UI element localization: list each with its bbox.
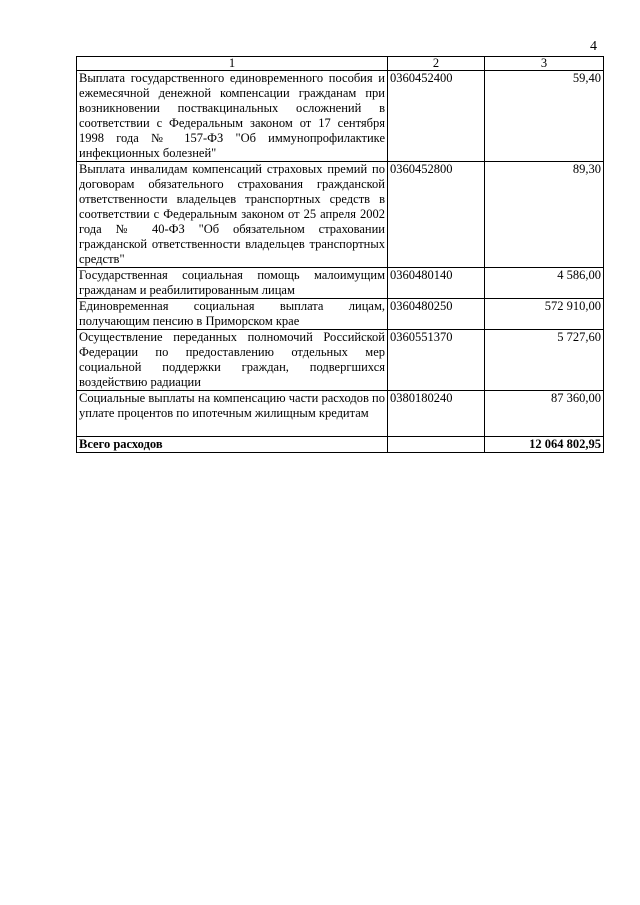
row-code: 0360452400	[388, 71, 485, 162]
row-description: Государственная социальная помощь малоимущим гражданам и реабилитированным лицам	[77, 268, 388, 299]
row-description: Социальные выплаты на компенсацию части расходов по уплате процентов по ипотечным жилищным кредитам	[77, 391, 388, 437]
row-amount: 89,30	[485, 162, 604, 268]
total-amount: 12 064 802,95	[485, 437, 604, 453]
row-amount: 87 360,00	[485, 391, 604, 437]
row-code: 0360551370	[388, 330, 485, 391]
table-row	[77, 71, 604, 162]
column-header: 2	[388, 57, 485, 71]
total-row	[77, 437, 604, 453]
row-code: 0360480140	[388, 268, 485, 299]
table-header-row	[77, 57, 604, 71]
row-code: 0360452800	[388, 162, 485, 268]
row-amount: 4 586,00	[485, 268, 604, 299]
row-description: Выплата инвалидам компенсаций страховых премий по договорам обязательного страхования гражданской ответственности владельцев транспортных средств в соответствии с Федеральным законом от 25 апреля 2002 года № 40-ФЗ "Об обязательном страховании гражданской ответственности владельцев транспортных средств"	[77, 162, 388, 268]
table-row	[77, 268, 604, 299]
table-row	[77, 299, 604, 330]
row-amount: 5 727,60	[485, 330, 604, 391]
row-code: 0360480250	[388, 299, 485, 330]
total-code-empty	[388, 437, 485, 453]
table-row	[77, 162, 604, 268]
page-number: 4	[590, 39, 597, 54]
row-description: Осуществление переданных полномочий Российской Федерации по предоставлению отдельных мер социальной поддержки граждан, подвергшихся воздействию радиации	[77, 330, 388, 391]
total-label: Всего расходов	[77, 437, 388, 453]
row-description: Выплата государственного единовременного пособия и ежемесячной денежной компенсации гражданам при возникновении поствакцинальных осложнений в соответствии с Федеральным законом от 17 сентября 1998 года № 157-ФЗ "Об иммунопрофилактике инфекционных болезней"	[77, 71, 388, 162]
column-header: 1	[77, 57, 388, 71]
row-amount: 572 910,00	[485, 299, 604, 330]
table-row	[77, 391, 604, 437]
row-code: 0380180240	[388, 391, 485, 437]
table-row	[77, 330, 604, 391]
expenditure-table	[76, 56, 604, 453]
column-header: 3	[485, 57, 604, 71]
row-description: Единовременная социальная выплата лицам, получающим пенсию в Приморском крае	[77, 299, 388, 330]
row-amount: 59,40	[485, 71, 604, 162]
